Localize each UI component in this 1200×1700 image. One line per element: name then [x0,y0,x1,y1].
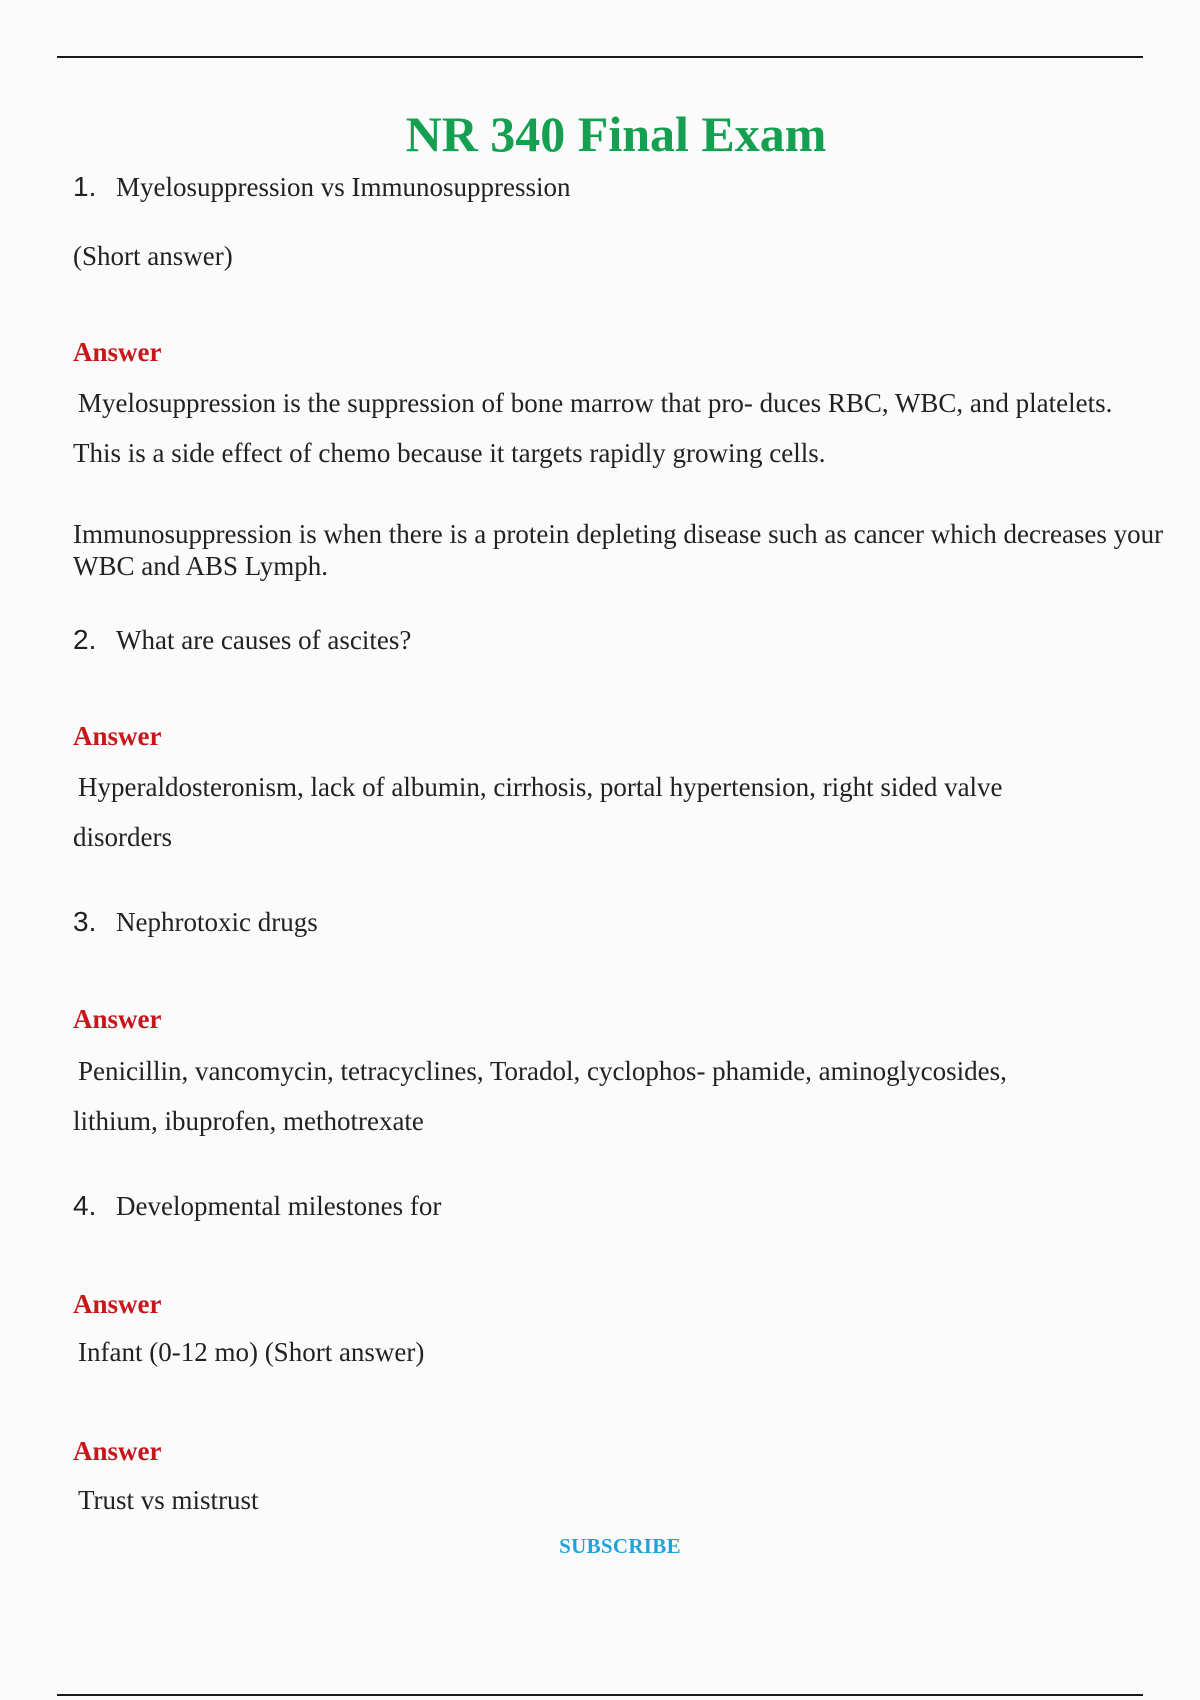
question-text: Developmental milestones for [116,1191,442,1221]
answer-line: lithium, ibuprofen, methotrexate [73,1106,424,1136]
answer-text [73,1327,1173,1377]
question-1-subtext: (Short answer) [73,241,233,271]
answer-text [73,378,1173,478]
page-title: NR 340 Final Exam [405,105,827,162]
answer-label: Answer [73,337,162,367]
answer-label: Answer [73,1289,162,1319]
answer-label: Answer [73,721,162,751]
answer-paragraph: Immunosuppression is when there is a protein depleting disease such as cancer which decreases your WBC and ABS Lymph. [73,519,1164,581]
question-1 [73,170,571,204]
top-rule [57,56,1143,58]
question-4 [73,1189,441,1223]
question-number: 4. [73,1190,97,1221]
answer-line: Myelosuppression is the suppression of bone marrow that pro- duces RBC, WBC, and platelets. [78,388,1113,418]
answer-line: This is a side effect of chemo because it targets rapidly growing cells. [73,438,826,468]
question-text: Myelosuppression vs Immunosuppression [116,172,571,202]
answer-line: Trust vs mistrust [78,1485,259,1515]
question-text: Nephrotoxic drugs [116,907,318,937]
answer-line: Hyperaldosteronism, lack of albumin, cirrhosis, portal hypertension, right sided valve [78,772,1003,802]
answer-text [73,1046,1173,1146]
question-2 [73,623,411,657]
answer-line: Penicillin, vancomycin, tetracyclines, Toradol, cyclophos- phamide, aminoglycosides, [78,1056,1007,1086]
answer-text [73,1475,1173,1525]
answer-label: Answer [73,1004,162,1034]
subscribe-link[interactable]: SUBSCRIBE [559,1534,681,1558]
answer-line: disorders [73,822,172,852]
answer-label: Answer [73,1436,162,1466]
question-number: 3. [73,906,97,937]
bottom-rule [57,1694,1143,1696]
question-number: 2. [73,624,97,655]
question-3 [73,905,318,939]
question-number: 1. [73,171,97,202]
answer-line: Infant (0-12 mo) (Short answer) [78,1337,425,1367]
question-text: What are causes of ascites? [116,625,412,655]
answer-text [73,762,1173,862]
